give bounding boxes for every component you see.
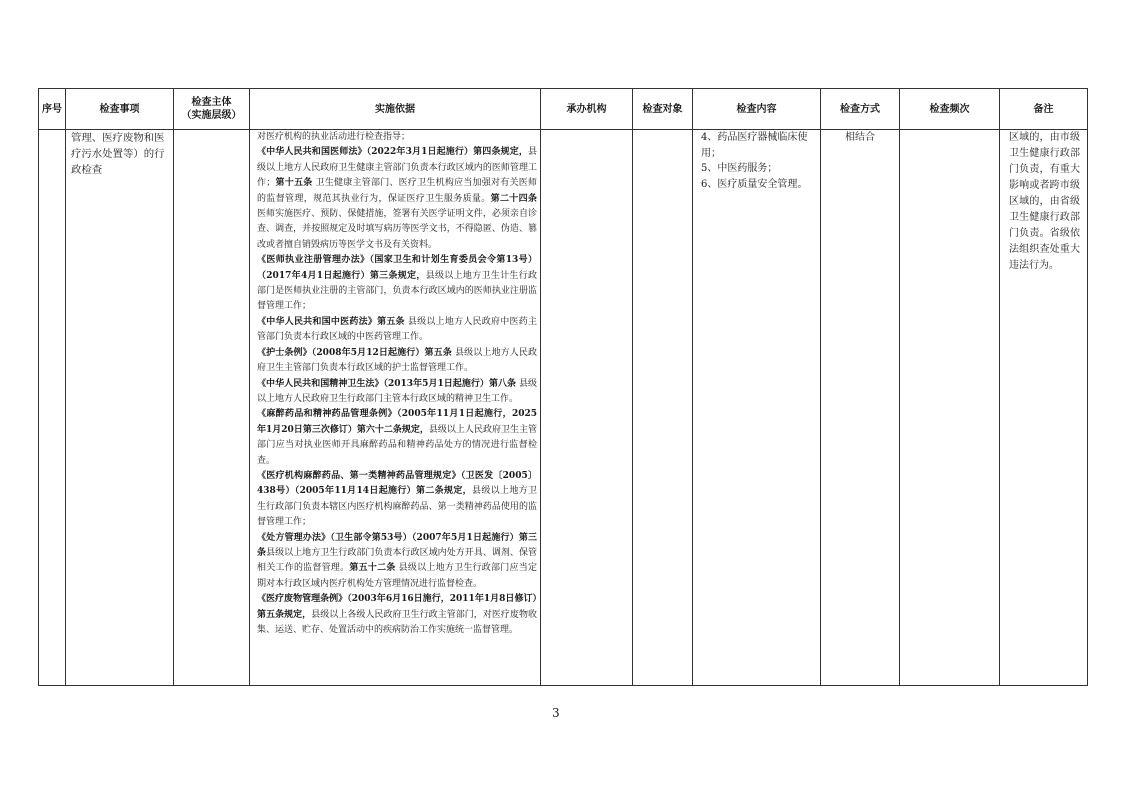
basis-paragraph [257, 346, 537, 377]
basis-paragraph [257, 377, 537, 408]
basis-bold-run: 《医疗废物管理条例》（2003年6月16日施行，2011年1月8日修订）第五条规定， [257, 594, 537, 620]
header-subject-line1: 检查主体 [191, 97, 232, 108]
inspection-table [38, 88, 1088, 686]
basis-bold-run: 《中华人民共和国精神卫生法》（2013年5月1日起施行）第八条 [257, 378, 517, 389]
basis-text-run: 对医疗机构的执业活动进行检查指导； [257, 132, 411, 142]
header-subject [174, 89, 250, 130]
cell-frequency [900, 130, 1000, 686]
basis-text [250, 130, 540, 638]
method-text: 相结合 [845, 132, 875, 143]
cell-content [693, 130, 821, 686]
basis-text-run: 县级以上地方人民政府卫生行政部门主管本行政区域的精神卫生工作。 [257, 378, 537, 404]
header-item: 检查事项 [66, 89, 174, 130]
basis-text-run: 县级以上地方人民政府卫生健康主管部门负责本行政区域内的医师管理工作； [257, 147, 537, 189]
header-remarks: 备注 [1000, 89, 1088, 130]
cell-target [633, 130, 693, 686]
cell-item [66, 130, 174, 686]
basis-text-run: 县级以上地方卫生行政部门负责本行政区域内处方开具、调剂、保管相关工作的监督管理。 [257, 547, 537, 574]
basis-text-run: 卫生健康主管部门、医疗卫生机构应当加强对有关医师的监督管理，规范其执业行为，保证医疗卫生服务质量。 [257, 178, 537, 204]
basis-text-run: 县级以上人民政府卫生主管部门应当对执业医师开具麻醉药品和精神药品处方的情况进行监督检查。 [257, 424, 537, 466]
basis-bold-run: 《处方管理办法》（卫生部令第53号）（2007年5月1日起施行）第三条 [257, 532, 537, 558]
basis-paragraph [257, 407, 537, 469]
basis-paragraph [257, 130, 537, 145]
page-number: 3 [552, 706, 560, 720]
basis-text-run: 县级以上地方人民政府卫生主管部门负责本行政区域的护士监督管理工作。 [257, 347, 537, 374]
basis-paragraph [257, 315, 537, 346]
item-text: 管理、医疗废物和医疗污水处置等）的行政检查 [71, 132, 165, 176]
content-item-5: 5、中医药服务； [701, 163, 778, 174]
cell-basis [250, 130, 541, 686]
header-target: 检查对象 [633, 89, 693, 130]
header-frequency: 检查频次 [900, 89, 1000, 130]
basis-paragraph [257, 592, 537, 638]
basis-bold-run: 《中华人民共和国医师法》（2022年3月1日起施行）第四条规定， [257, 147, 528, 158]
basis-text-run: 县级以上地方卫生行政部门负责本辖区内医疗机构麻醉药品、第一类精神药品使用的监督管理工作； [257, 486, 537, 528]
cell-method [821, 130, 900, 686]
basis-text-run: 县级以上地方卫生行政部门应当定期对本行政区域内医疗机构处方管理情况进行监督检查。 [257, 563, 537, 589]
basis-bold-run: 《医疗机构麻醉药品、第一类精神药品管理规定》（卫医发〔2005〕438号）（2005年11月14日起施行）第二条规定， [257, 470, 537, 497]
cell-agency [541, 130, 633, 686]
basis-bold-run: 《护士条例》（2008年5月12日起施行）第五条 [257, 347, 452, 358]
basis-bold-run: 《中华人民共和国中医药法》第五条 [257, 316, 405, 327]
content-list [693, 130, 820, 192]
basis-bold-run: 第十五条 [275, 178, 313, 189]
basis-text-run: 医师实施医疗、预防、保健措施，签署有关医学证明文件，必须亲自诊查、调查，并按照规定及时填写病历等医学文书，不得隐匿、伪造、篡改或者擅自销毁病历等医学文书及有关资料。 [257, 209, 537, 250]
header-basis: 实施依据 [250, 89, 541, 130]
header-subject-line2: （实施层级） [181, 110, 242, 121]
header-seq: 序号 [39, 89, 66, 130]
cell-seq [39, 130, 66, 686]
header-content: 检查内容 [693, 89, 821, 130]
remarks-text: 区域的，由市级卫生健康行政部门负责，有重大影响或者跨市级区域的，由省级卫生健康行政部门负责。省级依法组织查处重大违法行为。 [1009, 132, 1080, 271]
basis-bold-run: 第二十四条 [490, 193, 537, 204]
table-row [39, 130, 1088, 686]
basis-bold-run: 第五十二条 [349, 563, 396, 574]
basis-text-run: 县级以上各级人民政府卫生行政主管部门，对医疗废物收集、运送、贮存、处置活动中的疾病防治工作实施统一监督管理。 [257, 609, 537, 635]
content-item-4: 4、药品医疗器械临床使用； [701, 132, 808, 159]
cell-remarks [1000, 130, 1088, 686]
basis-bold-run: 《麻醉药品和精神药品管理条例》（2005年11月1日起施行，2025年1月20日第三次修订）第六十二条规定， [257, 409, 537, 435]
header-agency: 承办机构 [541, 89, 633, 130]
basis-bold-run: 《医师执业注册管理办法》（国家卫生和计划生育委员会令第13号）（2017年4月1日起施行）第三条规定， [257, 255, 537, 281]
basis-text-run: 县级以上地方卫生计生行政部门是医师执业注册的主管部门，负责本行政区域内的医师执业注册监督管理工作； [257, 270, 537, 312]
header-method: 检查方式 [821, 89, 900, 130]
basis-paragraph [257, 531, 537, 593]
content-item-6: 6、医疗质量安全管理。 [701, 178, 808, 190]
cell-subject [174, 130, 250, 686]
basis-text-run: 县级以上地方人民政府中医药主管部门负责本行政区域的中医药管理工作。 [257, 316, 537, 343]
basis-paragraph [257, 145, 537, 253]
header-row [39, 89, 1088, 130]
basis-paragraph [257, 253, 537, 315]
basis-paragraph [257, 469, 537, 531]
